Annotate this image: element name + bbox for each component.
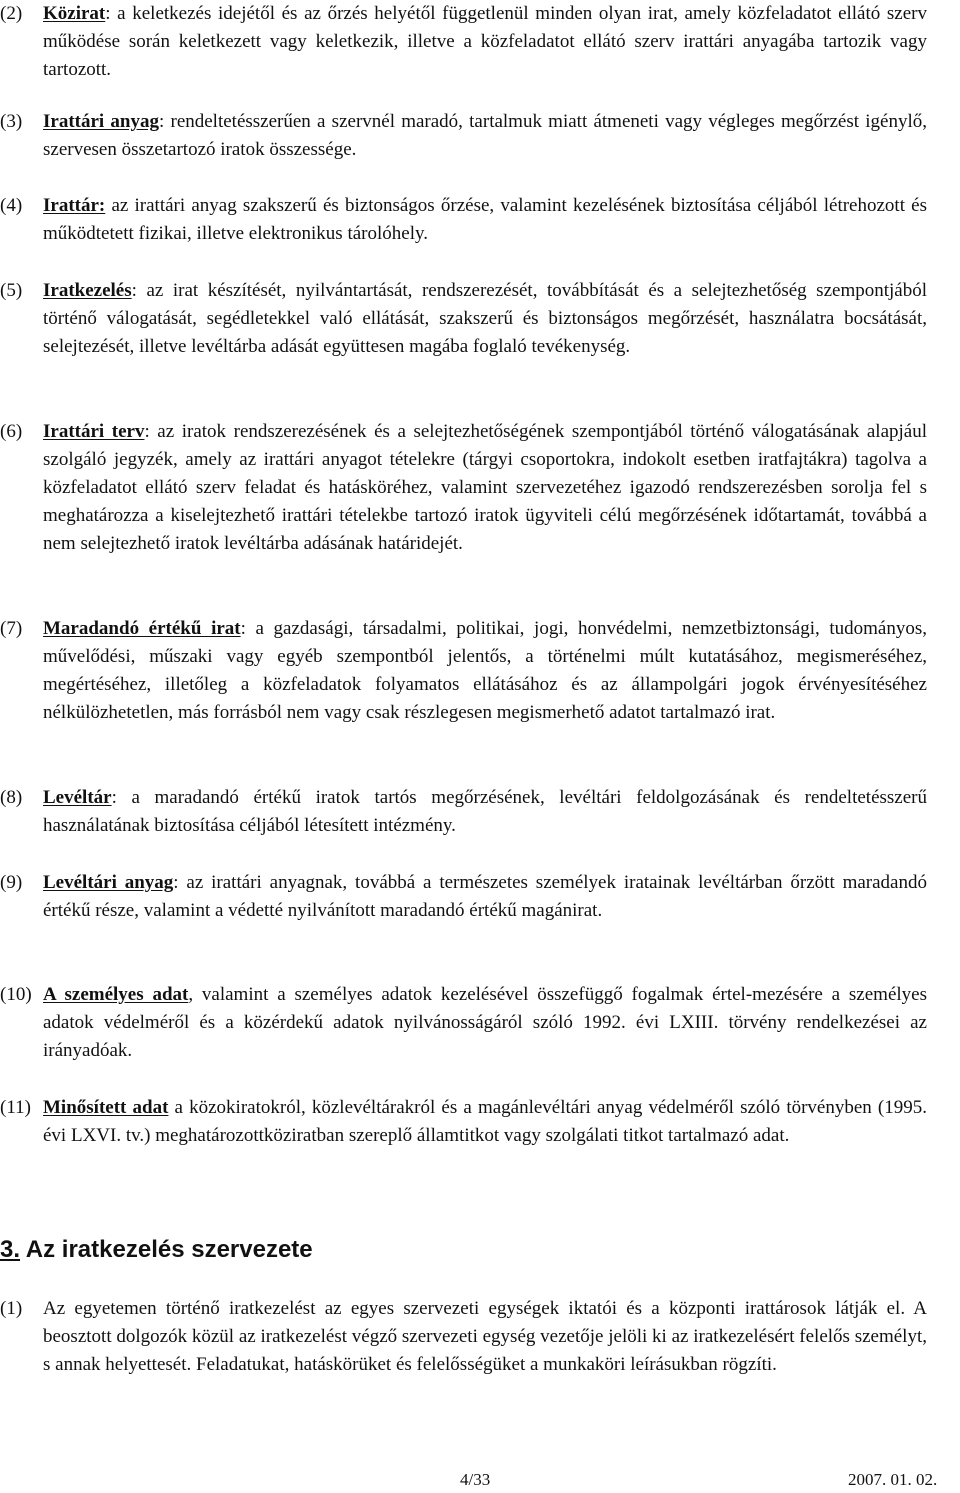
definition-text: Levéltár: a maradandó értékű iratok tartós megőrzésének, levéltári feldolgozásának és rendeltetésszerű használatának biztosítása céljából létesített intézmény.	[43, 787, 927, 836]
definition-text: Irattári terv: az iratok rendszerezésének és a selejtezhetőségének szempontjából történő válogatásának alapjául szolgáló jegyzék, amely az irattári anyagot tételekre (tárgyi csoportokra, indokolt esetben iratfajtákra) tagolva a közfeladatot ellátó szerv feladat és hatásköréhez, valamint szervezetéhez igazodó rendszerezésben sorolja fel s meghatározza a kiselejtezhető irattári tételekbe tartozó iratok ügyviteli célú megőrzésének időtartamát, továbbá a nem selejtezhető iratok levéltárba adásának határidejét.	[43, 421, 927, 554]
definition-term: A személyes adat	[43, 984, 189, 1005]
definition-text: Közirat: a keletkezés idejétől és az őrzés helyétől függetlenül minden olyan irat, amely közfeladatot ellátó szerv működése során keletkezett vagy keletkezik, illetve a közfeladatot ellátó szerv irattári anyagába tartozik vagy tartozott.	[43, 3, 927, 80]
definition-term: Minősített adat	[43, 1097, 169, 1118]
definition-text: Minősített adat a közokiratokról, közlevéltárakról és a magánlevéltári anyag védelméről szóló törvényben (1995. évi LXVI. tv.) meghatározottköziratban szereplő államtitkot vagy szolgálati titkot tartalmazó adat.	[43, 1097, 928, 1146]
definition-term: Irattár:	[43, 195, 106, 216]
item-number: (11)	[0, 1097, 31, 1118]
definition-text: Levéltári anyag: az irattári anyagnak, továbbá a természetes személyek iratainak levéltárban őrzött maradandó értékű része, valamint a védetté nyilvánított maradandó értékű magánirat.	[43, 872, 927, 921]
definition-term: Közirat	[43, 3, 106, 24]
definition-text: Maradandó értékű irat: a gazdasági, társadalmi, politikai, jogi, honvédelmi, nemzetbiztonsági, tudományos, művelődési, műszaki vagy egyéb szempontból jelentős, a történelmi múlt kutatásához, megismeréséhez, megértéséhez, illetőleg a közfeladatok folyamatos ellátásához és az állampolgári jogok érvényesítéséhez nélkülözhetetlen, más forrásból nem vagy csak részlegesen megismerhető adatot tartalmazó irat.	[43, 618, 927, 723]
item-number: (2)	[0, 3, 23, 24]
definition-term: Irattári terv	[43, 421, 145, 442]
item-number: (10)	[0, 984, 32, 1005]
item-number: (6)	[0, 421, 23, 442]
definition-term: Iratkezelés	[43, 280, 132, 301]
paragraph-text: Az egyetemen történő iratkezelést az egyes szervezeti egységek iktatói és a központi irattárosok látják el. A beosztott dolgozók közül az iratkezelést végző szervezeti egység vezetője jelöli ki az iratkezelésért felelős személyt, s annak helyettesét. Feladatukat, hatáskörüket és felelősségüket a munkaköri leírásukban rögzíti.	[43, 1298, 927, 1375]
definition-term: Levéltári anyag	[43, 872, 174, 893]
definition-term: Maradandó értékű irat	[43, 618, 241, 639]
item-number: (3)	[0, 111, 23, 132]
section-title: Az iratkezelés szervezete	[25, 1236, 313, 1263]
section-heading	[0, 1234, 313, 1266]
definition-text: Irattár: az irattári anyag szakszerű és biztonságos őrzése, valamint kezelésének biztosítása céljából létrehozott és működtetett fizikai, illetve elektronikus tárolóhely.	[43, 195, 927, 244]
definition-text: Iratkezelés: az irat készítését, nyilvántartását, rendszerezését, továbbítását és a selejtezhetőség szempontjából történő válogatását, segédletekkel való ellátását, szakszerű és biztonságos megőrzését, használatra bocsátását, selejtezését, illetve levéltárba adását együttesen magába foglaló tevékenység.	[43, 280, 927, 357]
definition-term: Levéltár	[43, 787, 112, 808]
item-number: (1)	[0, 1298, 23, 1319]
definition-text: Irattári anyag: rendeltetésszerűen a szervnél maradó, tartalmuk miatt átmeneti vagy végleges megőrzést igénylő, szervesen összetartozó iratok összessége.	[43, 111, 927, 160]
page-number: 4/33	[460, 1470, 491, 1489]
item-number: (9)	[0, 872, 23, 893]
item-number: (4)	[0, 195, 23, 216]
item-number: (7)	[0, 618, 23, 639]
definition-text: A személyes adat, valamint a személyes adatok kezelésével összefüggő fogalmak értel-mezésére a személyes adatok védelméről és a közérdekű adatok nyilvánosságáról szóló 1992. évi LXIII. törvény rendelkezései az irányadóak.	[43, 984, 927, 1061]
section-number: 3.	[0, 1236, 21, 1263]
document-date: 2007. 01. 02.	[848, 1470, 938, 1489]
item-number: (8)	[0, 787, 23, 808]
item-number: (5)	[0, 280, 23, 301]
definition-term: Irattári anyag	[43, 111, 159, 132]
